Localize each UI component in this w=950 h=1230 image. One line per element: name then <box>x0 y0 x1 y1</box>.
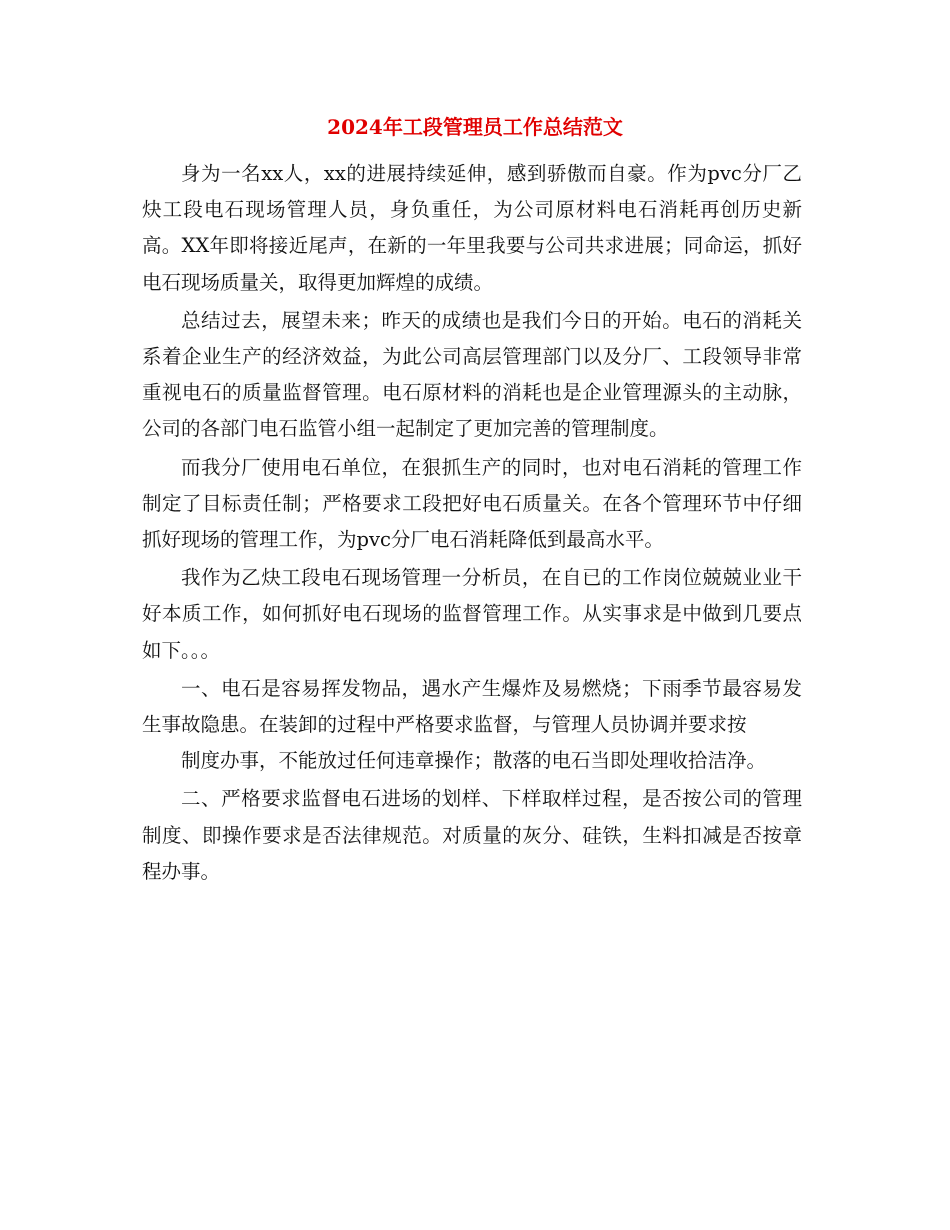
paragraph-2: 总结过去，展望未来；昨天的成绩也是我们今日的开始。电石的消耗关系着企业生产的经济效益，为此公司高层管理部门以及分厂、工段领导非常重视电石的质量监督管理。电石原材料的消耗也是企业管理源头的主动脉，公司的各部门电石监管小组一起制定了更加完善的管理制度。 <box>142 308 802 441</box>
paragraph-4: 我作为乙炔工段电石现场管理一分析员，在自已的工作岗位兢兢业业干好本质工作，如何抓好电石现场的监督管理工作。从实事求是中做到几要点如下。。。 <box>142 566 802 662</box>
paragraph-6: 制度办事，不能放过任何违章操作；散落的电石当即处理收拾洁净。 <box>181 749 767 773</box>
paragraph-1: 身为一名xx人，xx的进展持续延伸，感到骄傲而自豪。作为pvc分厂乙炔工段电石现场管理人员，身负重任，为公司原材料电石消耗再创历史新高。XX年即将接近尾声，在新的一年里我要与公司共求进展；同命运，抓好电石现场质量关，取得更加辉煌的成绩。 <box>142 162 802 294</box>
document-title: 2024年工段管理员工作总结范文 <box>327 115 623 139</box>
paragraph-3: 而我分厂使用电石单位，在狠抓生产的同时，也对电石消耗的管理工作制定了目标责任制；严格要求工段把好电石质量关。在各个管理环节中仔细抓好现场的管理工作，为pvc分厂电石消耗降低到最高水平。 <box>142 455 802 552</box>
document-body <box>142 156 802 892</box>
paragraph-7: 二、严格要求监督电石进场的划样、下样取样过程，是否按公司的管理制度、即操作要求是否法律规范。对质量的灰分、硅铁，生料扣减是否按章程办事。 <box>142 787 802 883</box>
paragraph-5: 一、电石是容易挥发物品，遇水产生爆炸及易燃烧；下雨季节最容易发生事故隐患。在装卸的过程中严格要求监督，与管理人员协调并要求按 <box>142 676 802 737</box>
